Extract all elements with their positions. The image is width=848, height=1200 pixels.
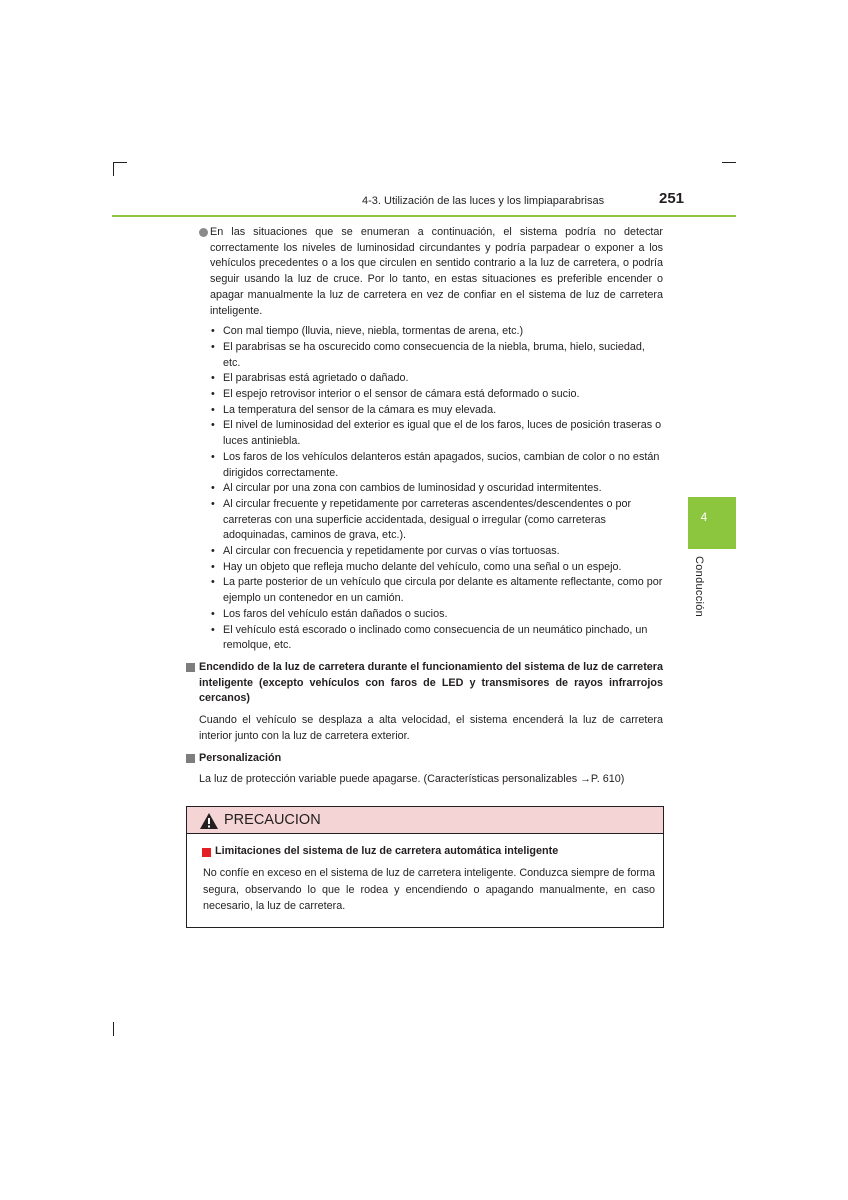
intro-text: En las situaciones que se enumeran a continuación, el sistema podría no detectar correctamente los niveles de luminosidad circundantes y podría parpadear o exponer a los vehículos precedentes o a los que circulen en sentido contrario a la luz de carretera, o podría seguir usando la luz de cruce. Por lo tanto, en estas situaciones es preferible encender o apagar manualmente la luz de carretera en vez de confiar en el sistema de luz de carretera inteligente. <box>210 226 663 317</box>
section-body: La luz de protección variable puede apagarse. (Características personalizables →P. 610) <box>199 773 625 786</box>
list-item: • Con mal tiempo (lluvia, nieve, niebla, tormentas de arena, etc.) <box>210 324 663 340</box>
list-item: • Al circular frecuente y repetidamente por carreteras ascendentes/descendentes o por carreteras con una superficie accidentada, desigual o irregular (como carreteras adoquinadas, caminos de grava, etc.). <box>210 497 663 544</box>
intro-paragraph <box>199 225 663 319</box>
list-item: • El nivel de luminosidad del exterior es igual que el de los faros, luces de posición traseras o luces antiniebla. <box>210 418 663 449</box>
section-square-icon <box>186 663 195 672</box>
list-item: • Los faros del vehículo están dañados o sucios. <box>210 607 663 623</box>
caution-header <box>187 807 663 834</box>
chapter-tab-number: 4 <box>700 510 708 524</box>
list-item: • La parte posterior de un vehículo que circula por delante es altamente reflectante, como por ejemplo un contenedor en un camión. <box>210 575 663 606</box>
list-item: • La temperatura del sensor de la cámara es muy elevada. <box>210 403 663 419</box>
running-header: 4-3. Utilización de las luces y los limpiaparabrisas <box>362 195 605 207</box>
caution-subtitle: Limitaciones del sistema de luz de carretera automática inteligente <box>202 845 558 857</box>
warning-triangle-icon <box>199 812 219 830</box>
caution-title: PRECAUCION <box>224 812 321 828</box>
situations-list <box>210 324 663 654</box>
header-rule <box>112 215 736 217</box>
section-body: Cuando el vehículo se desplaza a alta velocidad, el sistema encenderá la luz de carretera interior junto con la luz de carretera exterior. <box>199 714 663 742</box>
crop-mark-top-left-v <box>113 162 114 176</box>
section-title: Personalización <box>199 751 663 767</box>
section-square-icon <box>186 754 195 763</box>
list-item: • Al circular con frecuencia y repetidamente por curvas o vías tortuosas. <box>210 544 663 560</box>
section-high-beam <box>199 660 663 745</box>
crop-mark-top-left-h <box>113 162 127 163</box>
chapter-tab <box>688 497 736 549</box>
list-item: • El parabrisas se ha oscurecido como consecuencia de la niebla, bruma, hielo, suciedad, etc. <box>210 340 663 371</box>
list-item: • El vehículo está escorado o inclinado como consecuencia de un neumático pinchado, un remolque, etc. <box>210 623 663 654</box>
caution-box <box>186 806 664 928</box>
list-item: • Al circular por una zona con cambios de luminosidad y oscuridad intermitentes. <box>210 481 663 497</box>
caution-body: No confíe en exceso en el sistema de luz de carretera inteligente. Conduzca siempre de forma segura, observando lo que le rodea y encendiendo o apagando manualmente, en caso necesario, la luz de carretera. <box>203 867 655 912</box>
page-number: 251 <box>659 190 685 207</box>
main-content <box>199 225 663 788</box>
list-item: • Hay un objeto que refleja mucho delante del vehículo, como una señal o un espejo. <box>210 560 663 576</box>
red-square-icon <box>202 848 211 857</box>
list-item: • El espejo retrovisor interior o el sensor de cámara está deformado o sucio. <box>210 387 663 403</box>
chapter-tab-label: Conducción <box>693 556 705 618</box>
list-item: • El parabrisas está agrietado o dañado. <box>210 371 663 387</box>
section-title: Encendido de la luz de carretera durante el funcionamiento del sistema de luz de carretera inteligente (excepto vehículos con faros de LED y transmisores de rayos infrarrojos cercanos) <box>199 660 663 707</box>
crop-mark-top-right-h <box>722 162 736 163</box>
list-item: • Los faros de los vehículos delanteros están apagados, sucios, cambian de color o no están dirigidos correctamente. <box>210 450 663 481</box>
section-personalization <box>199 751 663 788</box>
bullet-dot-icon <box>199 228 208 237</box>
crop-mark-bottom-left-v <box>113 1022 114 1036</box>
